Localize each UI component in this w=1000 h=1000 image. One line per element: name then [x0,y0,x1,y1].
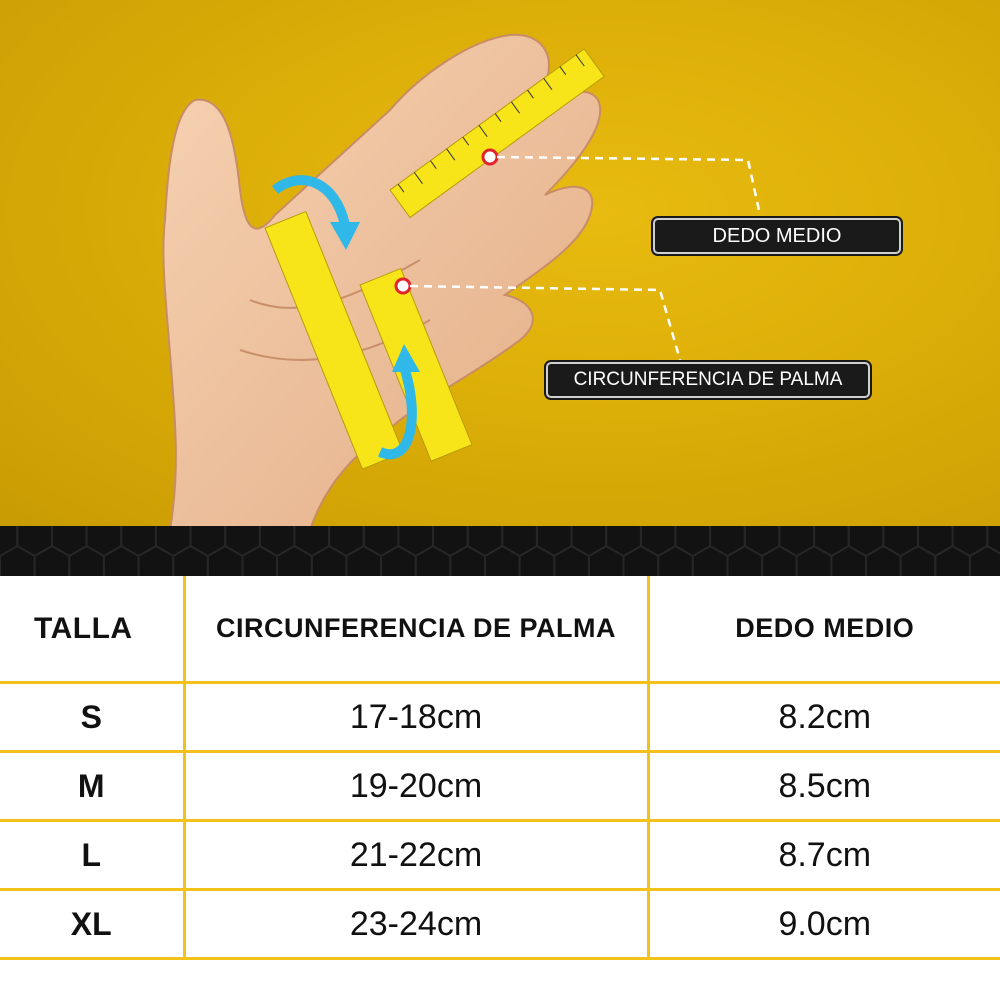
header-finger: DEDO MEDIO [648,576,1000,683]
palm-cell: 23-24cm [184,890,648,959]
finger-cell: 8.5cm [648,752,1000,821]
middle-finger-callout: DEDO MEDIO [653,218,901,254]
palm-cell: 21-22cm [184,821,648,890]
table-header-row [0,576,1000,683]
hexagon-pattern [0,526,1000,576]
palm-cell: 19-20cm [184,752,648,821]
finger-cell: 8.2cm [648,683,1000,752]
header-palm: CIRCUNFERENCIA DE PALMA [184,576,648,683]
size-table [0,576,1000,960]
size-cell: S [0,683,184,752]
palm-circumference-callout: CIRCUNFERENCIA DE PALMA [546,362,870,398]
palm-cell: 17-18cm [184,683,648,752]
finger-marker-dot [483,150,497,164]
size-cell: L [0,821,184,890]
table-row [0,683,1000,752]
table-row [0,821,1000,890]
header-size: TALLA [0,576,184,683]
table-row [0,890,1000,959]
finger-cell: 9.0cm [648,890,1000,959]
table-row [0,752,1000,821]
hexagon-divider-band [0,526,1000,576]
finger-cell: 8.7cm [648,821,1000,890]
size-cell: XL [0,890,184,959]
palm-marker-dot [396,279,410,293]
size-cell: M [0,752,184,821]
